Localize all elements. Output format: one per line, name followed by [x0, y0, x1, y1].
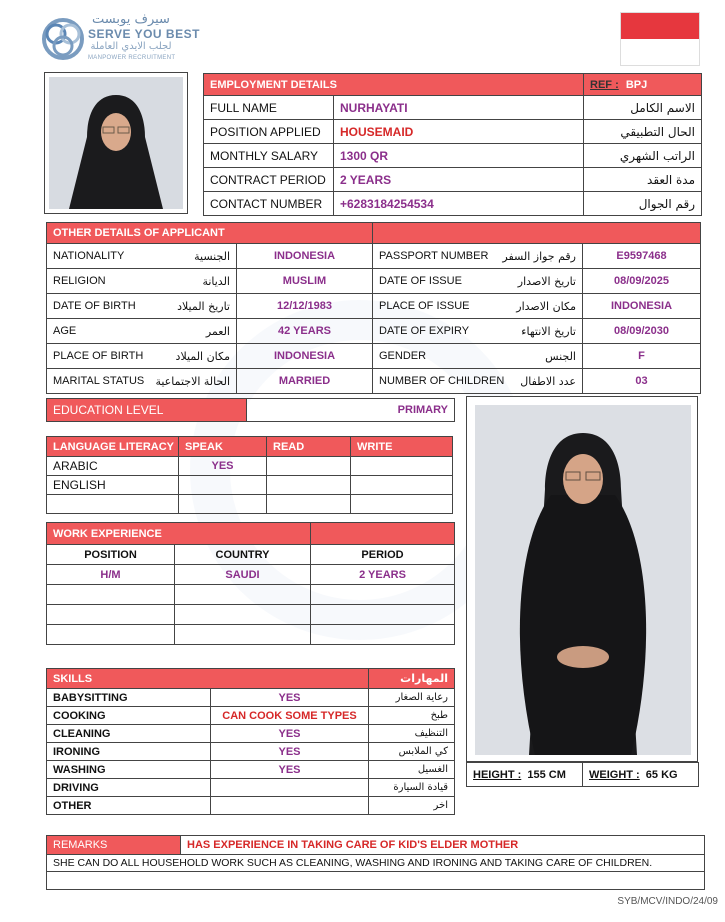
employment-arabic: الراتب الشهري [584, 144, 702, 168]
detail-value: INDONESIA [237, 244, 373, 269]
language-name: ENGLISH [47, 476, 179, 495]
read-value [267, 457, 351, 476]
employment-arabic: مدة العقد [584, 168, 702, 192]
employment-row [204, 192, 702, 216]
write-value [351, 495, 453, 514]
skills-title: SKILLS [53, 672, 93, 685]
work-row [47, 585, 455, 605]
write-value [351, 476, 453, 495]
work-country [175, 625, 311, 645]
work-position [47, 605, 175, 625]
logo-emblem-icon [40, 14, 86, 64]
detail-arabic: الجنسية [147, 244, 237, 269]
detail-label: NATIONALITY [47, 244, 147, 269]
skills-header-arabic: المهارات [369, 669, 455, 689]
detail-arabic: عدد الاطفال [489, 369, 583, 394]
work-position [47, 585, 175, 605]
detail-label: GENDER [373, 344, 489, 369]
skill-label: OTHER [47, 797, 211, 815]
work-period [311, 625, 455, 645]
detail-value: MARRIED [237, 369, 373, 394]
detail-label: PLACE OF BIRTH [47, 344, 147, 369]
ref-label: REF : [590, 78, 619, 91]
logo-company-name: SERVE YOU BEST [88, 27, 200, 41]
skill-row [47, 797, 455, 815]
document-code: SYB/MCV/INDO/24/09 [617, 896, 718, 907]
skill-row [47, 779, 455, 797]
country-header: COUNTRY [175, 545, 311, 565]
employment-label: CONTRACT PERIOD [204, 168, 334, 192]
detail-arabic: الجنس [489, 344, 583, 369]
language-row [47, 495, 453, 514]
employment-details-header: EMPLOYMENT DETAILS [204, 74, 584, 96]
detail-label: PLACE OF ISSUE [373, 294, 489, 319]
detail-label: RELIGION [47, 269, 147, 294]
work-country [175, 605, 311, 625]
language-name: ARABIC [47, 457, 179, 476]
remarks-table [46, 835, 705, 890]
skill-label: CLEANING [47, 725, 211, 743]
work-position: H/M [47, 565, 175, 585]
language-header: LANGUAGE LITERACY [47, 437, 179, 457]
skill-value: CAN COOK SOME TYPES [211, 707, 369, 725]
employment-arabic: رقم الجوال [584, 192, 702, 216]
logo-arabic-name: سيرف يوبست [92, 12, 170, 27]
read-value [267, 495, 351, 514]
other-details-row [47, 369, 701, 394]
detail-arabic: تاريخ الميلاد [147, 294, 237, 319]
employment-arabic: الاسم الكامل [584, 96, 702, 120]
indonesia-flag-icon [620, 12, 700, 66]
skill-value: YES [211, 743, 369, 761]
skill-row [47, 743, 455, 761]
portrait-silhouette-icon [49, 77, 183, 209]
detail-arabic: الديانة [147, 269, 237, 294]
other-details-header: OTHER DETAILS OF APPLICANT [47, 223, 373, 244]
work-experience-header: WORK EXPERIENCE [47, 523, 311, 545]
detail-arabic: العمر [147, 319, 237, 344]
skill-value: YES [211, 725, 369, 743]
work-row [47, 605, 455, 625]
detail-arabic: مكان الميلاد [147, 344, 237, 369]
work-period [311, 605, 455, 625]
detail-value: 03 [583, 369, 701, 394]
height-value: 155 CM [527, 768, 566, 781]
detail-arabic: الحالة الاجتماعية [147, 369, 237, 394]
work-experience-header-blank [311, 523, 455, 545]
detail-arabic: مكان الاصدار [489, 294, 583, 319]
detail-label: MARITAL STATUS [47, 369, 147, 394]
skills-table [46, 668, 455, 815]
detail-label: NUMBER OF CHILDREN [373, 369, 489, 394]
employment-value: NURHAYATI [334, 96, 584, 120]
logo-tagline: MANPOWER RECRUITMENT [88, 55, 176, 61]
height-label: HEIGHT : [473, 768, 522, 781]
detail-label: AGE [47, 319, 147, 344]
work-experience-table [46, 522, 455, 645]
weight-cell [583, 763, 699, 787]
skill-label: WASHING [47, 761, 211, 779]
skill-value [211, 797, 369, 815]
other-details-row [47, 319, 701, 344]
write-header: WRITE [351, 437, 453, 457]
language-row [47, 476, 453, 495]
skill-row [47, 761, 455, 779]
skill-value: YES [211, 761, 369, 779]
detail-value: INDONESIA [237, 344, 373, 369]
skill-arabic: كي الملابس [369, 743, 455, 761]
detail-arabic: تاريخ الاصدار [489, 269, 583, 294]
work-row [47, 625, 455, 645]
detail-label: DATE OF EXPIRY [373, 319, 489, 344]
skill-arabic: اخر [369, 797, 455, 815]
employment-row [204, 120, 702, 144]
education-label: EDUCATION LEVEL [47, 399, 247, 422]
language-name [47, 495, 179, 514]
employment-value: 1300 QR [334, 144, 584, 168]
work-period: 2 YEARS [311, 565, 455, 585]
employment-label: FULL NAME [204, 96, 334, 120]
detail-value: 08/09/2025 [583, 269, 701, 294]
work-country: SAUDI [175, 565, 311, 585]
logo-arabic-subtitle: لجلب الايدي العاملة [90, 41, 172, 52]
employment-row [204, 96, 702, 120]
skill-label: COOKING [47, 707, 211, 725]
skills-header [47, 669, 369, 689]
full-body-silhouette-icon [475, 405, 691, 755]
employment-value: +6283184254534 [334, 192, 584, 216]
other-details-row [47, 269, 701, 294]
skill-value [211, 779, 369, 797]
skill-row [47, 725, 455, 743]
skill-label: IRONING [47, 743, 211, 761]
position-header: POSITION [47, 545, 175, 565]
detail-value: MUSLIM [237, 269, 373, 294]
weight-value: 65 KG [645, 768, 678, 781]
skill-row [47, 689, 455, 707]
detail-label: PASSPORT NUMBER [373, 244, 489, 269]
detail-value: INDONESIA [583, 294, 701, 319]
speak-value [179, 476, 267, 495]
employment-label: MONTHLY SALARY [204, 144, 334, 168]
detail-value: 42 YEARS [237, 319, 373, 344]
skill-row [47, 707, 455, 725]
write-value [351, 457, 453, 476]
work-period [311, 585, 455, 605]
language-table [46, 436, 453, 514]
employment-arabic: الحال التطبيقي [584, 120, 702, 144]
skill-value: YES [211, 689, 369, 707]
detail-label: DATE OF BIRTH [47, 294, 147, 319]
company-logo [40, 12, 210, 68]
employment-label: POSITION APPLIED [204, 120, 334, 144]
skill-arabic: قيادة السيارة [369, 779, 455, 797]
other-details-row [47, 244, 701, 269]
height-cell [467, 763, 583, 787]
detail-arabic: رقم جواز السفر [489, 244, 583, 269]
detail-value: 12/12/1983 [237, 294, 373, 319]
period-header: PERIOD [311, 545, 455, 565]
other-details-row [47, 344, 701, 369]
detail-label: DATE OF ISSUE [373, 269, 489, 294]
detail-value: E9597468 [583, 244, 701, 269]
language-row [47, 457, 453, 476]
detail-value: F [583, 344, 701, 369]
reference-cell [584, 74, 702, 96]
employment-row [204, 144, 702, 168]
education-value: PRIMARY [247, 399, 455, 422]
skill-arabic: رعاية الصغار [369, 689, 455, 707]
read-header: READ [267, 437, 351, 457]
skill-arabic: الغسيل [369, 761, 455, 779]
work-row [47, 565, 455, 585]
applicant-photo-full [466, 396, 698, 762]
education-table [46, 398, 455, 422]
speak-value: YES [179, 457, 267, 476]
remarks-blank-row [47, 872, 705, 890]
remarks-headline: HAS EXPERIENCE IN TAKING CARE OF KID'S ELDER MOTHER [181, 836, 705, 855]
other-details-table [46, 222, 701, 394]
work-country [175, 585, 311, 605]
employment-details-table [203, 73, 702, 216]
weight-label: WEIGHT : [589, 768, 640, 781]
skill-arabic: طبخ [369, 707, 455, 725]
employment-value: HOUSEMAID [334, 120, 584, 144]
employment-label: CONTACT NUMBER [204, 192, 334, 216]
work-position [47, 625, 175, 645]
speak-value [179, 495, 267, 514]
remarks-label: REMARKS [47, 836, 181, 855]
other-details-header-blank [373, 223, 701, 244]
detail-arabic: تاريخ الانتهاء [489, 319, 583, 344]
remarks-text: SHE CAN DO ALL HOUSEHOLD WORK SUCH AS CLEANING, WASHING AND IRONING AND TAKING CARE OF CHILDREN. [47, 855, 705, 872]
skill-label: DRIVING [47, 779, 211, 797]
applicant-photo-small [44, 72, 188, 214]
ref-value: BPJ [625, 78, 648, 91]
measurements-table [466, 762, 699, 787]
employment-row [204, 168, 702, 192]
speak-header: SPEAK [179, 437, 267, 457]
other-details-row [47, 294, 701, 319]
skill-label: BABYSITTING [47, 689, 211, 707]
read-value [267, 476, 351, 495]
employment-value: 2 YEARS [334, 168, 584, 192]
detail-value: 08/09/2030 [583, 319, 701, 344]
skill-arabic: التنظيف [369, 725, 455, 743]
